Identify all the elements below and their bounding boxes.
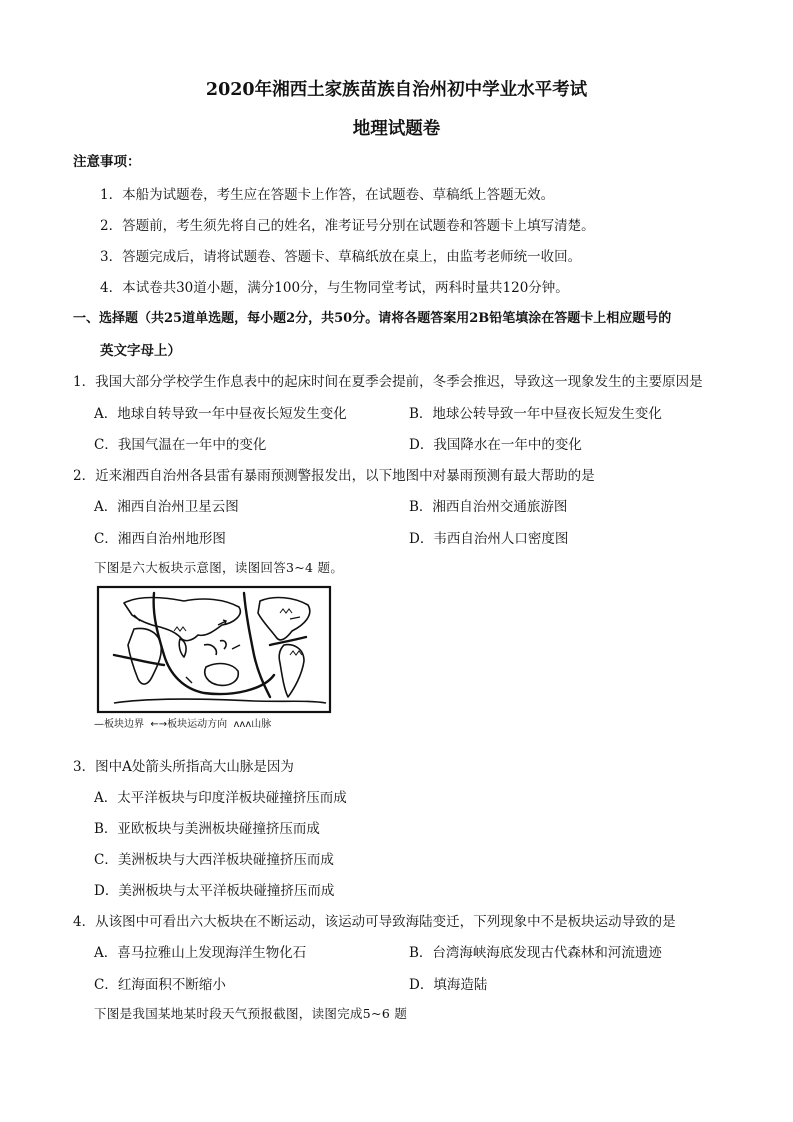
option-a: A．喜马拉雅山上发现海洋生物化石: [94, 945, 307, 961]
option-c: C．美洲板块与大西洋板块碰撞挤压而成: [94, 852, 334, 868]
option-b: B．湘西自治州交通旅游图: [409, 499, 568, 515]
mountain-legend-icon: ᴧᴧᴧ: [230, 719, 252, 730]
figure-caption: 下图是六大板块示意图，读图回答3~4 题。: [94, 560, 344, 575]
question-stem: 4．从该图中可看出六大板块在不断运动，该运动可导致海陆变迁，下列现象中不是板块运动导致的是: [73, 914, 676, 930]
legend-motion: 板块运动方向: [167, 719, 228, 730]
option-c: C．湘西自治州地形图: [94, 531, 226, 547]
exam-subtitle: 地理试题卷: [352, 119, 441, 139]
world-plate-map: [94, 585, 334, 735]
option-b: B．台湾海峡海底发现古代森林和河流遗迹: [409, 945, 662, 961]
option-c: C．红海面积不断缩小: [94, 977, 226, 993]
figure-caption: 下图是我国某地某时段天气预报截图，读图完成5~6 题: [94, 1006, 408, 1021]
option-d: D．韦西自治州人口密度图: [409, 531, 569, 547]
option-d: D．我国降水在一年中的变化: [409, 437, 582, 453]
question-stem: 2．近来湘西自治州各县雷有暴雨预测警报发出，以下地图中对暴雨预测有最大帮助的是: [73, 468, 595, 484]
plate-map-figure: [94, 585, 334, 735]
legend-boundary: 板块边界: [104, 719, 144, 730]
option-a: A．湘西自治州卫星云图: [94, 499, 239, 515]
question-stem: 3．图中A处箭头所指高大山脉是因为: [73, 759, 294, 775]
notice-item: 3．答题完成后，请将试题卷、答题卡、草稿纸放在桌上，由监考老师统一收回。: [100, 249, 582, 265]
option-b: B．亚欧板块与美洲板块碰撞挤压而成: [94, 821, 320, 837]
exam-title: 2020年湘西土家族苗族自治州初中学业水平考试: [205, 80, 588, 100]
map-legend: [94, 715, 354, 730]
notice-item: 4．本试卷共30道小题，满分100分，与生物同堂考试，两科时量共120分钟。: [100, 280, 569, 296]
option-a: A．地球自转导致一年中昼夜长短发生变化: [94, 406, 347, 422]
section-heading-cont: 英文字母上）: [100, 343, 181, 359]
notice-item: 1．本船为试题卷，考生应在答题卡上作答，在试题卷、草稿纸上答题无效。: [100, 187, 555, 203]
option-b: B．地球公转导致一年中昼夜长短发生变化: [409, 406, 662, 422]
legend-mountain: 山脉: [251, 719, 272, 730]
motion-legend-icon: ←→: [147, 719, 168, 730]
option-d: D．美洲板块与太平洋板块碰撞挤压而成: [94, 883, 335, 899]
notice-item: 2．答题前，考生须先将自己的姓名，准考证号分别在试题卷和答题卡上填写清楚。: [100, 218, 595, 234]
option-a: A．太平洋板块与印度洋板块碰撞挤压而成: [94, 790, 347, 806]
question-stem: 1．我国大部分学校学生作息表中的起床时间在夏季会提前，冬季会推迟，导致这一现象发生的主要原因是: [73, 374, 703, 390]
option-d: D．填海造陆: [409, 977, 488, 993]
option-c: C．我国气温在一年中的变化: [94, 437, 267, 453]
boundary-legend-icon: —: [94, 719, 104, 730]
notice-heading: 注意事项：: [73, 154, 141, 170]
section-heading: 一、选择题（共25道单选题，每小题2分，共50分。请将各题答案用2B铅笔填涂在答题卡上相应题号的: [73, 311, 672, 326]
